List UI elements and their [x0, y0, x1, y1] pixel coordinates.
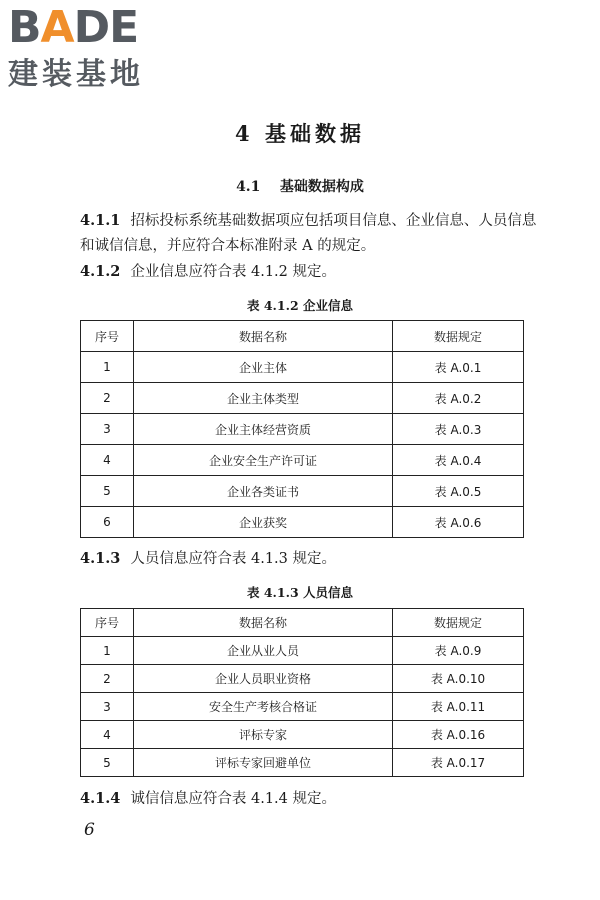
clause-text: 诚信信息应符合表 4.1.4 规定。	[130, 791, 336, 807]
table-cell: 6	[81, 507, 134, 538]
table-row	[81, 383, 524, 414]
table-cell: 表 A.0.1	[393, 352, 524, 383]
table-cell: 4	[81, 445, 134, 476]
clause-text: 招标投标系统基础数据项应包括项目信息、企业信息、人员信息和诚信信息，并应符合本标准附录 A 的规定。	[80, 213, 537, 254]
table-row	[81, 749, 524, 777]
table-cell: 1	[81, 637, 134, 665]
table-cell: 企业各类证书	[134, 476, 393, 507]
column-header: 数据名称	[134, 321, 393, 352]
clause-text: 人员信息应符合表 4.1.3 规定。	[130, 551, 336, 567]
clause-number: 4.1.4	[80, 790, 121, 807]
table-row	[81, 445, 524, 476]
table-cell: 企业主体	[134, 352, 393, 383]
clause-4-1-3	[80, 546, 550, 572]
table-row	[81, 693, 524, 721]
table-cell: 企业人员职业资格	[134, 665, 393, 693]
table-cell: 3	[81, 693, 134, 721]
table-cell: 表 A.0.16	[393, 721, 524, 749]
table-cell: 评标专家	[134, 721, 393, 749]
clause-number: 4.1.2	[80, 263, 121, 280]
table-row	[81, 637, 524, 665]
table-caption-personnel: 表 4.1.3 人员信息	[247, 585, 353, 600]
table-cell: 表 A.0.10	[393, 665, 524, 693]
clause-text: 企业信息应符合表 4.1.2 规定。	[130, 264, 336, 280]
section-heading	[0, 176, 600, 196]
table-cell: 5	[81, 749, 134, 777]
personnel-info-table	[80, 608, 524, 777]
table-row	[81, 476, 524, 507]
clause-number: 4.1.3	[80, 550, 121, 567]
column-header: 数据规定	[393, 321, 524, 352]
table-cell: 企业从业人员	[134, 637, 393, 665]
table-cell: 表 A.0.9	[393, 637, 524, 665]
table-header-row	[81, 609, 524, 637]
column-header: 序号	[81, 321, 134, 352]
table-header-row	[81, 321, 524, 352]
clause-number: 4.1.1	[80, 212, 121, 229]
table-row	[81, 665, 524, 693]
table-cell: 表 A.0.2	[393, 383, 524, 414]
clause-4-1-2	[80, 259, 550, 285]
table-cell: 表 A.0.3	[393, 414, 524, 445]
chapter-title: 4 基础数据	[235, 121, 365, 146]
table-cell: 2	[81, 383, 134, 414]
table-caption-enterprise: 表 4.1.2 企业信息	[247, 298, 353, 313]
brand-logo	[8, 2, 178, 96]
table-cell: 评标专家回避单位	[134, 749, 393, 777]
table-cell: 2	[81, 665, 134, 693]
section-title: 基础数据构成	[279, 179, 364, 195]
table-cell: 5	[81, 476, 134, 507]
table-row	[81, 352, 524, 383]
table-cell: 表 A.0.6	[393, 507, 524, 538]
table-cell: 1	[81, 352, 134, 383]
table-cell: 企业主体经营资质	[134, 414, 393, 445]
table-cell: 4	[81, 721, 134, 749]
enterprise-info-table	[80, 320, 524, 538]
section-number: 4.1	[236, 179, 261, 195]
column-header: 数据名称	[134, 609, 393, 637]
table-cell: 表 A.0.5	[393, 476, 524, 507]
table-row	[81, 721, 524, 749]
column-header: 序号	[81, 609, 134, 637]
logo-subtitle: 建装基地	[8, 57, 144, 92]
table-row	[81, 507, 524, 538]
page-number: 6	[84, 820, 95, 840]
table-cell: 3	[81, 414, 134, 445]
logo-wordmark: BADE	[8, 2, 139, 53]
column-header: 数据规定	[393, 609, 524, 637]
table-cell: 安全生产考核合格证	[134, 693, 393, 721]
clause-4-1-4	[80, 786, 550, 812]
table-cell: 表 A.0.17	[393, 749, 524, 777]
table-cell: 企业安全生产许可证	[134, 445, 393, 476]
table-cell: 表 A.0.11	[393, 693, 524, 721]
table-row	[81, 414, 524, 445]
clause-4-1-1	[80, 208, 550, 259]
table-cell: 企业主体类型	[134, 383, 393, 414]
table-cell: 表 A.0.4	[393, 445, 524, 476]
table-cell: 企业获奖	[134, 507, 393, 538]
